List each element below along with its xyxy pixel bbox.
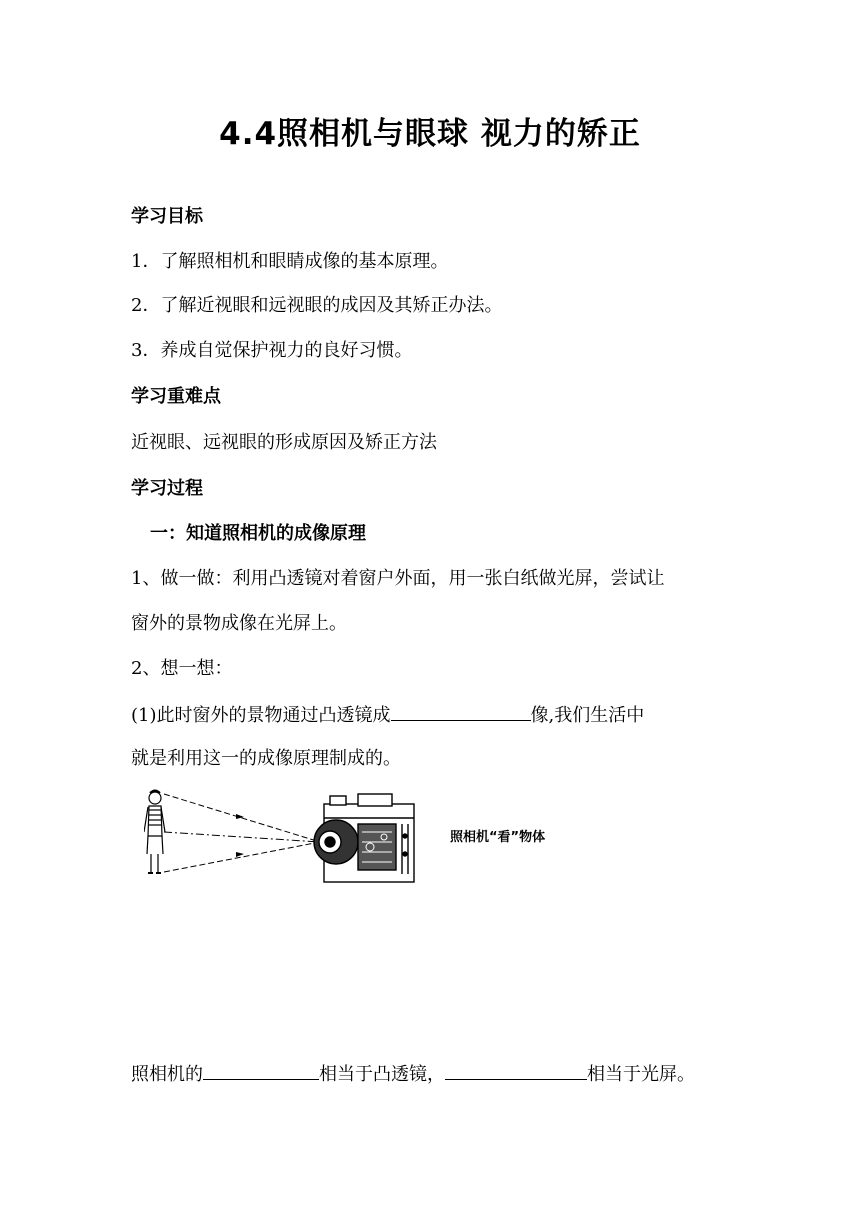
question1-text-b: 像,我们生活中 — [530, 705, 645, 726]
camera-figure — [314, 794, 414, 882]
step2-heading: 2、想一想： — [131, 658, 233, 679]
question1-line1 — [131, 702, 644, 728]
objectives-heading: 学习目标 — [131, 206, 203, 227]
process-heading: 学习过程 — [131, 478, 203, 499]
answer-blank-image-type[interactable] — [391, 702, 531, 721]
page-title: 4.4照相机与眼球 视力的矫正 — [219, 116, 641, 152]
question1-text-a: (1)此时窗外的景物通过凸透镜成 — [131, 705, 391, 726]
question1-line2: 就是利用这一的成像原理制成的。 — [131, 748, 401, 769]
answer-blank-lens[interactable] — [203, 1061, 319, 1080]
objective-item-3: 3．养成自觉保护视力的良好习惯。 — [131, 340, 413, 361]
objective-item-2: 2．了解近视眼和远视眼的成因及其矫正办法。 — [131, 295, 503, 316]
fill-in-line — [131, 1061, 695, 1087]
camera-diagram — [144, 784, 434, 894]
section1-heading: 一：知道照相机的成像原理 — [150, 523, 366, 544]
person-figure — [144, 791, 165, 874]
light-rays — [164, 794, 320, 872]
step1-line2: 窗外的景物成像在光屏上。 — [131, 613, 347, 634]
key-points-heading: 学习重难点 — [131, 386, 221, 407]
fill-text-a: 照相机的 — [131, 1064, 203, 1085]
answer-blank-screen[interactable] — [445, 1061, 587, 1080]
step1-line1: 1、做一做：利用凸透镜对着窗户外面，用一张白纸做光屏，尝试让 — [131, 568, 665, 589]
fill-text-c: 相当于光屏。 — [587, 1064, 695, 1085]
figure-caption: 照相机“看”物体 — [450, 830, 546, 845]
fill-text-b: 相当于凸透镜， — [319, 1064, 445, 1085]
objective-item-1: 1．了解照相机和眼睛成像的基本原理。 — [131, 251, 449, 272]
key-points-text: 近视眼、远视眼的形成原因及矫正方法 — [131, 432, 437, 453]
